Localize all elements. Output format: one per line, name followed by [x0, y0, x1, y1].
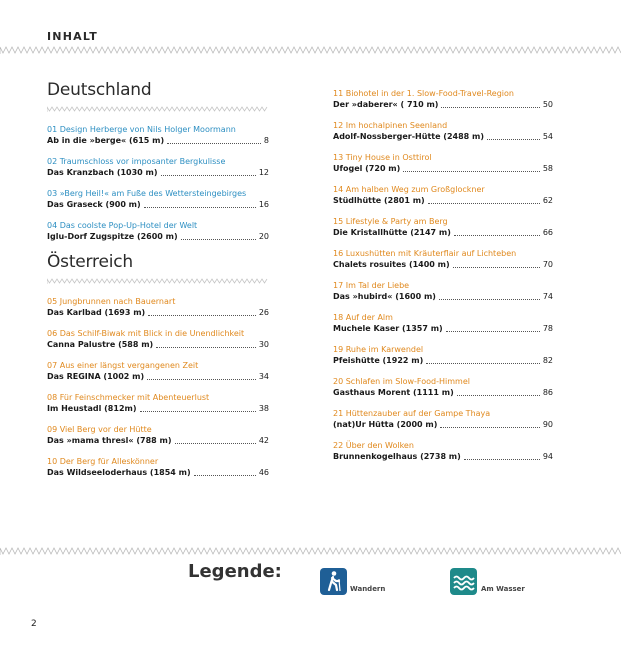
toc-entry[interactable] [47, 424, 269, 446]
hiker-icon [320, 568, 347, 595]
toc-entry-subtitle: 18 Auf der Alm [333, 313, 393, 322]
legend-label-am-wasser: Am Wasser [481, 585, 525, 593]
dot-leader [426, 363, 540, 364]
toc-entry-row [47, 435, 269, 446]
toc-entry-title: Das Kranzbach (1030 m) [47, 168, 158, 177]
section-zigzag-divider [47, 278, 269, 284]
toc-entry[interactable] [333, 376, 553, 398]
toc-entry-page: 38 [258, 404, 269, 413]
toc-entry-title: Ab in die »berge« (615 m) [47, 136, 165, 145]
toc-entry-page: 62 [542, 196, 553, 205]
toc-entry-title: Muchele Kaser (1357 m) [333, 324, 443, 333]
dot-leader [161, 175, 256, 176]
toc-entry[interactable] [47, 220, 269, 242]
toc-entry-page: 42 [258, 436, 269, 445]
toc-entry-page: 12 [258, 168, 269, 177]
toc-entry-page: 82 [542, 356, 553, 365]
toc-entry-row [47, 403, 269, 414]
toc-entry[interactable] [333, 88, 553, 110]
toc-entry-title: Im Heustadl (812m) [47, 404, 137, 413]
dot-leader [147, 379, 256, 380]
toc-entry-page: 78 [542, 324, 553, 333]
toc-entry-subtitle: 05 Jungbrunnen nach Bauernart [47, 297, 176, 306]
toc-entry-page: 66 [542, 228, 553, 237]
toc-entry[interactable] [47, 124, 269, 146]
dot-leader [453, 267, 540, 268]
toc-entry-title: Das »hubird« (1600 m) [333, 292, 436, 301]
toc-entry-subtitle: 19 Ruhe im Karwendel [333, 345, 424, 354]
dot-leader [194, 475, 256, 476]
dot-leader [144, 207, 256, 208]
section-zigzag-divider [47, 106, 269, 112]
toc-entry-page: 50 [542, 100, 553, 109]
toc-entry-subtitle: 22 Über den Wolken [333, 441, 414, 450]
toc-entry-row [47, 371, 269, 382]
toc-entry-subtitle: 08 Für Feinschmecker mit Abenteuerlust [47, 393, 210, 402]
toc-entry-page: 54 [542, 132, 553, 141]
toc-entry-title: Adolf-Nossberger-Hütte (2488 m) [333, 132, 484, 141]
toc-entry-row [47, 167, 269, 178]
toc-entry-title: Das REGINA (1002 m) [47, 372, 145, 381]
dot-leader [148, 315, 256, 316]
toc-entry-row [333, 291, 553, 302]
toc-list-oesterreich [47, 296, 269, 478]
toc-entry[interactable] [47, 360, 269, 382]
toc-entry-subtitle: 20 Schlafen im Slow-Food-Himmel [333, 377, 470, 386]
toc-entry-subtitle: 01 Design Herberge von Nils Holger Moormann [47, 125, 236, 134]
footer-zigzag-divider [0, 547, 621, 555]
header-zigzag-divider [0, 46, 621, 54]
dot-leader [487, 139, 540, 140]
legend-label-wandern: Wandern [350, 585, 386, 593]
toc-entry-title: Das Graseck (900 m) [47, 200, 141, 209]
toc-entry-row [333, 163, 553, 174]
toc-entry-subtitle: 17 Im Tal der Liebe [333, 281, 410, 290]
toc-entry-row [333, 355, 553, 366]
toc-entry[interactable] [47, 456, 269, 478]
toc-entry-row [47, 199, 269, 210]
toc-entry-page: 20 [258, 232, 269, 241]
toc-entry-title: Pfeishütte (1922 m) [333, 356, 424, 365]
dot-leader [439, 299, 540, 300]
dot-leader [446, 331, 540, 332]
toc-entry-title: Das Karlbad (1693 m) [47, 308, 146, 317]
legend-title: Legende: [188, 561, 282, 582]
dot-leader [457, 395, 540, 396]
toc-entry-page: 46 [258, 468, 269, 477]
toc-entry-row [333, 227, 553, 238]
toc-entry-subtitle: 16 Luxushütten mit Kräuterflair auf Lichteben [333, 249, 517, 258]
toc-entry[interactable] [333, 440, 553, 462]
toc-entry-page: 86 [542, 388, 553, 397]
dot-leader [403, 171, 540, 172]
toc-entry[interactable] [333, 184, 553, 206]
toc-entry[interactable] [47, 296, 269, 318]
section-title-deutschland: Deutschland [47, 80, 152, 100]
toc-entry-page: 58 [542, 164, 553, 173]
right-column [333, 88, 553, 472]
toc-entry[interactable] [333, 408, 553, 430]
toc-entry-subtitle: 12 Im hochalpinen Seenland [333, 121, 448, 130]
toc-entry-subtitle: 06 Das Schilf-Biwak mit Blick in die Unendlichkeit [47, 329, 245, 338]
toc-entry[interactable] [333, 344, 553, 366]
toc-entry-title: Das Wildseeloderhaus (1854 m) [47, 468, 191, 477]
toc-entry[interactable] [47, 328, 269, 350]
toc-entry-title: Canna Palustre (588 m) [47, 340, 154, 349]
toc-entry-page: 30 [258, 340, 269, 349]
toc-entry[interactable] [333, 248, 553, 270]
toc-entry-row [333, 419, 553, 430]
toc-entry-row [47, 135, 269, 146]
toc-entry-page: 34 [258, 372, 269, 381]
toc-entry-row [333, 323, 553, 334]
toc-entry-page: 70 [542, 260, 553, 269]
dot-leader [464, 459, 540, 460]
dot-leader [140, 411, 256, 412]
toc-entry-row [333, 131, 553, 142]
toc-entry-row [333, 451, 553, 462]
toc-entry-subtitle: 04 Das coolste Pop-Up-Hotel der Welt [47, 221, 198, 230]
dot-leader [441, 107, 539, 108]
toc-entry-subtitle: 13 Tiny House in Osttirol [333, 153, 432, 162]
toc-entry-title: Der »daberer« ( 710 m) [333, 100, 439, 109]
toc-entry-row [333, 259, 553, 270]
toc-entry-subtitle: 10 Der Berg für Alleskönner [47, 457, 159, 466]
page-number: 2 [31, 619, 37, 629]
toc-entry[interactable] [333, 152, 553, 174]
toc-entry-title: Ufogel (720 m) [333, 164, 401, 173]
page-header-title: INHALT [47, 30, 98, 43]
section-title-oesterreich: Österreich [47, 252, 133, 272]
toc-entry-row [47, 467, 269, 478]
toc-entry-title: Die Kristallhütte (2147 m) [333, 228, 451, 237]
toc-entry-row [333, 99, 553, 110]
toc-entry-title: Brunnenkogelhaus (2738 m) [333, 452, 461, 461]
left-column [47, 80, 269, 488]
toc-entry-subtitle: 07 Aus einer längst vergangenen Zeit [47, 361, 199, 370]
toc-entry-subtitle: 21 Hüttenzauber auf der Gampe Thaya [333, 409, 491, 418]
toc-entry-subtitle: 02 Traumschloss vor imposanter Bergkulisse [47, 157, 226, 166]
toc-entry-title: Stüdlhütte (2801 m) [333, 196, 425, 205]
toc-entry[interactable] [333, 312, 553, 334]
dot-leader [454, 235, 540, 236]
toc-entry[interactable] [47, 156, 269, 178]
toc-entry[interactable] [333, 120, 553, 142]
toc-entry-page: 90 [542, 420, 553, 429]
toc-entry-row [47, 307, 269, 318]
toc-entry-subtitle: 15 Lifestyle & Party am Berg [333, 217, 448, 226]
dot-leader [428, 203, 540, 204]
toc-entry[interactable] [333, 216, 553, 238]
toc-entry-title: Gasthaus Morent (1111 m) [333, 388, 454, 397]
dot-leader [181, 239, 256, 240]
water-waves-icon [450, 568, 477, 595]
toc-entry-page: 94 [542, 452, 553, 461]
toc-entry-title: Das »mama thresl« (788 m) [47, 436, 172, 445]
toc-entry-subtitle: 11 Biohotel in der 1. Slow-Food-Travel-Region [333, 89, 514, 98]
toc-entry-row [47, 231, 269, 242]
toc-list-deutschland [47, 124, 269, 242]
toc-entry-title: Iglu-Dorf Zugspitze (2600 m) [47, 232, 178, 241]
dot-leader [440, 427, 539, 428]
dot-leader [167, 143, 261, 144]
toc-entry-subtitle: 03 »Berg Heil!« am Fuße des Wettersteingebirges [47, 189, 247, 198]
toc-entry-title: Chalets rosuites (1400 m) [333, 260, 450, 269]
toc-list-right [333, 88, 553, 462]
toc-entry-subtitle: 14 Am halben Weg zum Großglockner [333, 185, 485, 194]
toc-entry-page: 74 [542, 292, 553, 301]
toc-entry-row [333, 387, 553, 398]
toc-entry-page: 16 [258, 200, 269, 209]
toc-entry-row [47, 339, 269, 350]
toc-entry-subtitle: 09 Viel Berg vor der Hütte [47, 425, 152, 434]
dot-leader [156, 347, 256, 348]
toc-entry-page: 26 [258, 308, 269, 317]
toc-entry[interactable] [333, 280, 553, 302]
toc-entry-title: (nat)Ur Hütta (2000 m) [333, 420, 438, 429]
toc-entry-page: 8 [263, 136, 269, 145]
toc-entry[interactable] [47, 392, 269, 414]
toc-entry[interactable] [47, 188, 269, 210]
toc-entry-row [333, 195, 553, 206]
dot-leader [175, 443, 256, 444]
